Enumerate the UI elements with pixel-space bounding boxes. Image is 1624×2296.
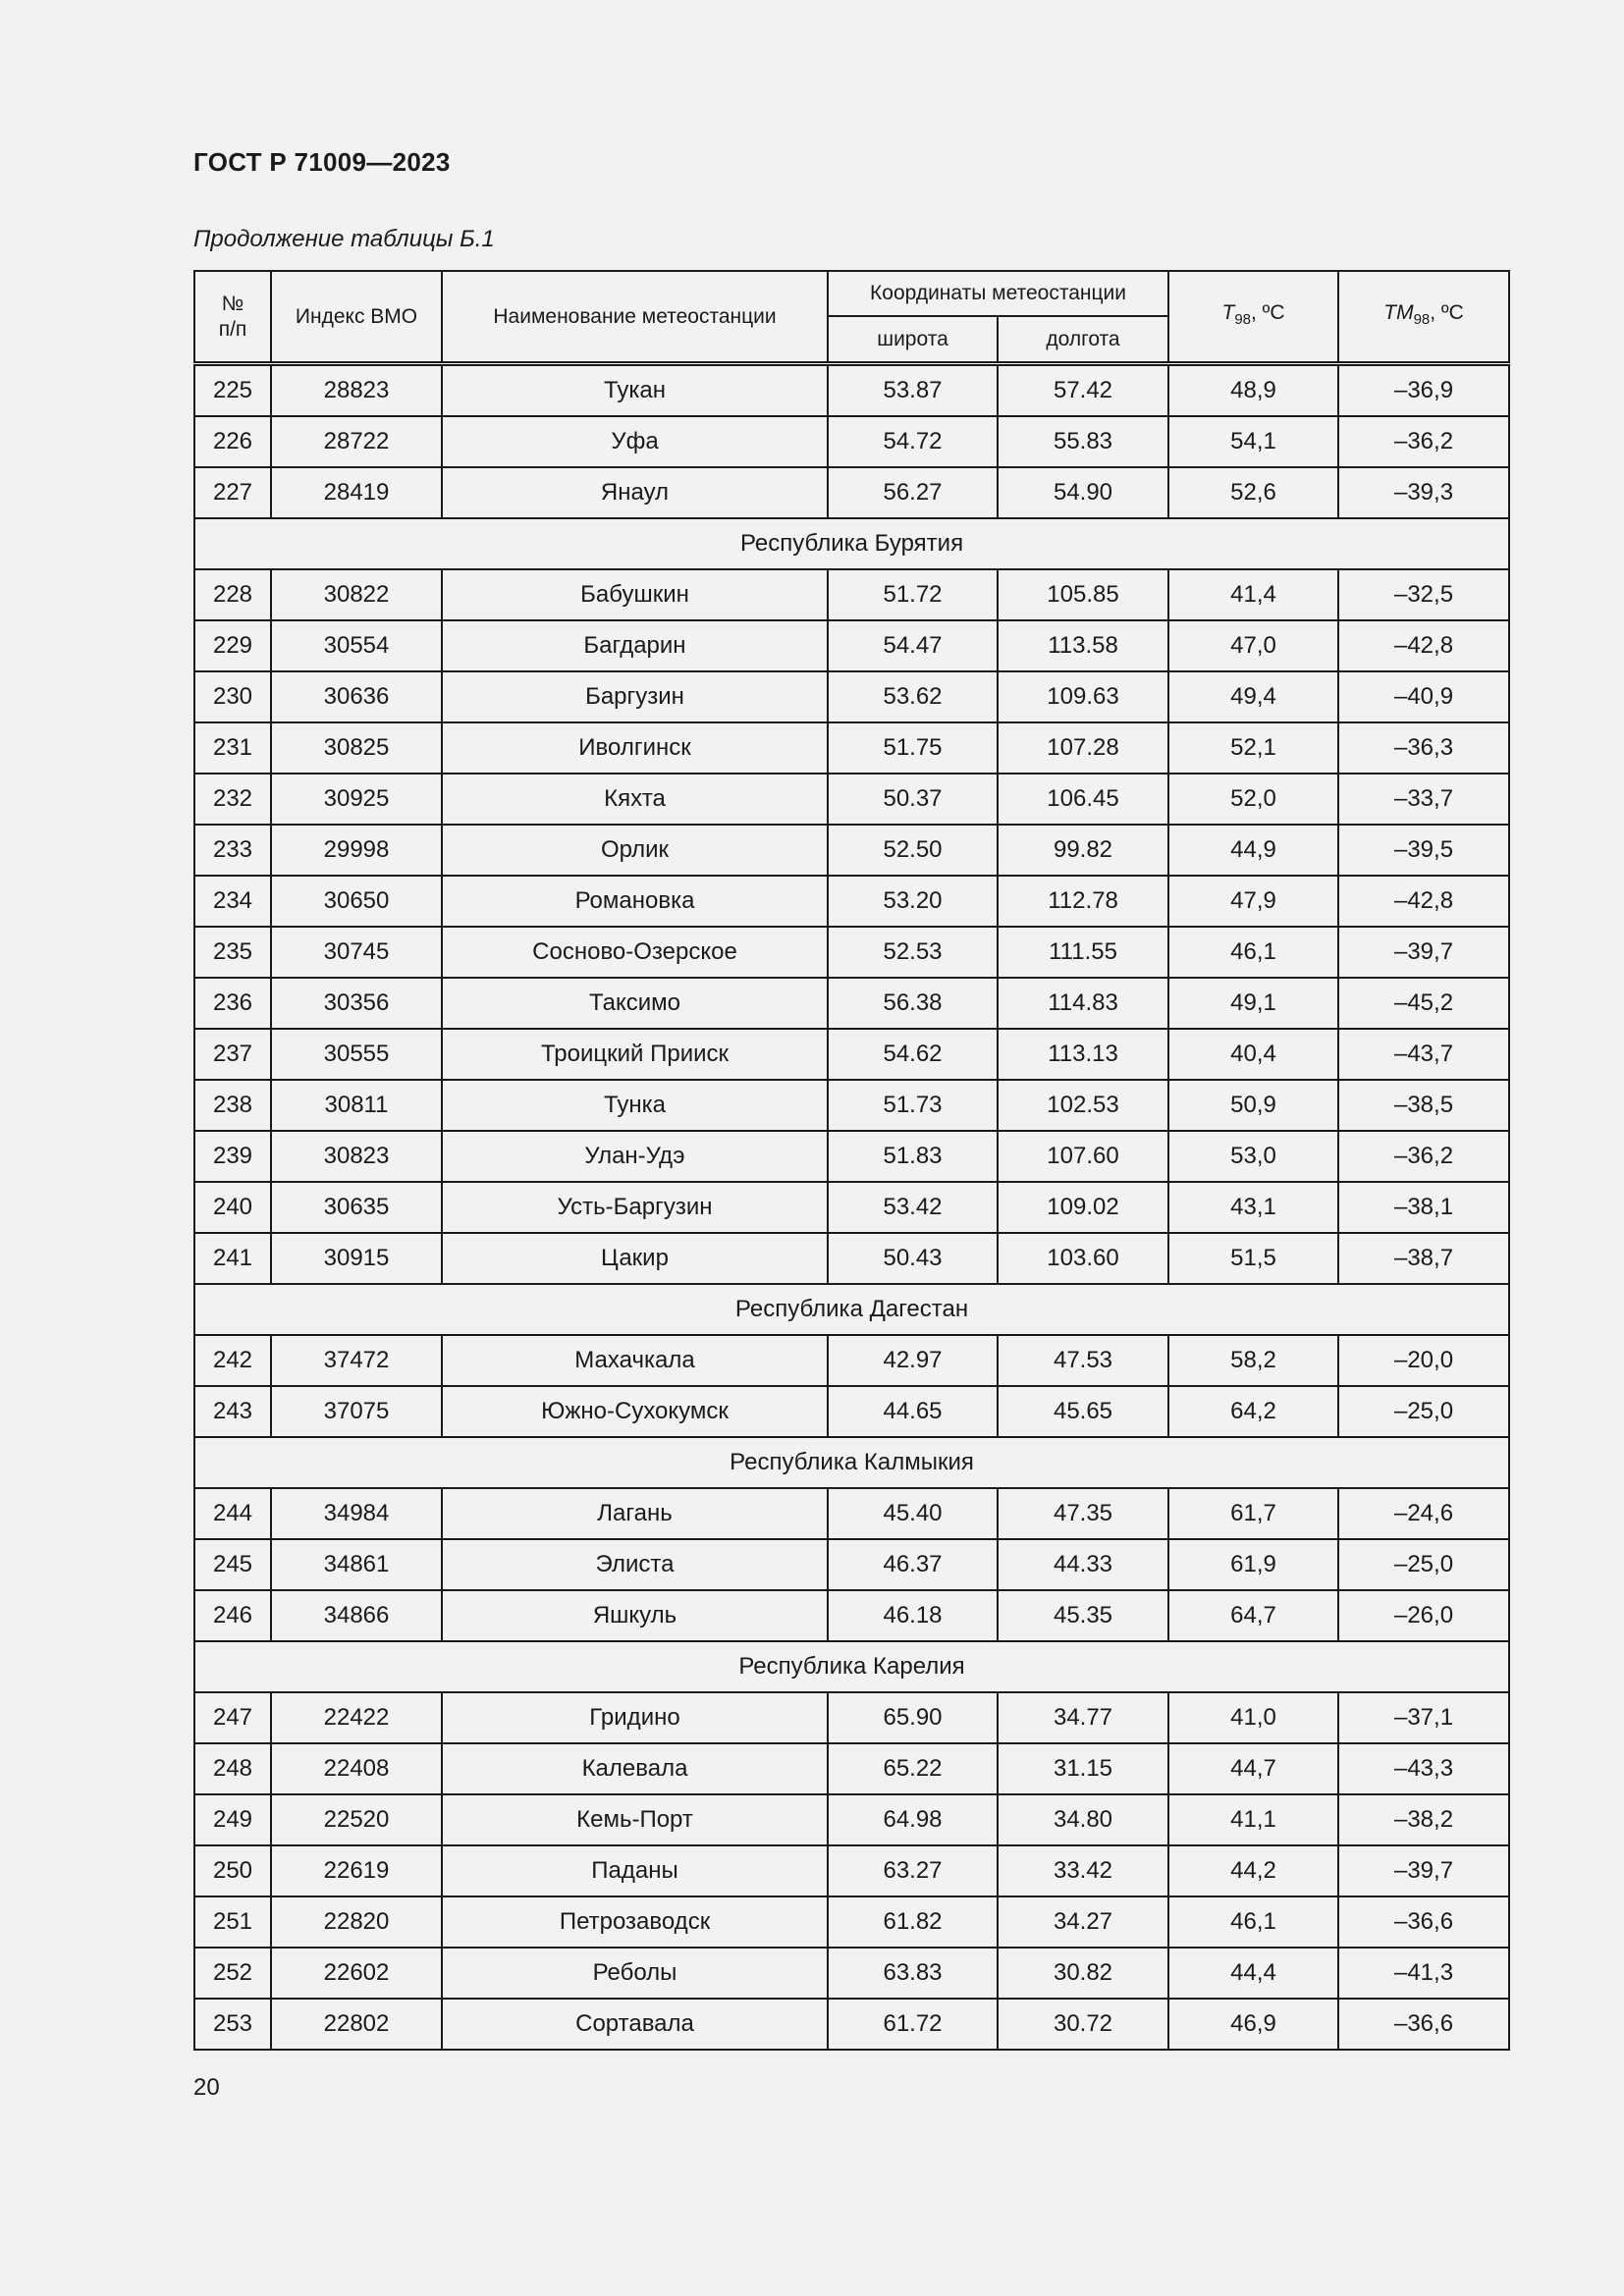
latitude: 64.98 [828, 1794, 998, 1845]
station-name: Усть-Баргузин [442, 1182, 828, 1233]
latitude: 53.62 [828, 671, 998, 722]
wmo-index: 30650 [271, 876, 442, 927]
latitude: 44.65 [828, 1386, 998, 1437]
longitude: 44.33 [998, 1539, 1168, 1590]
table-row [194, 671, 1509, 722]
station-name: Янаул [442, 467, 828, 518]
latitude: 52.53 [828, 927, 998, 978]
t98-value: 52,6 [1168, 467, 1338, 518]
longitude: 33.42 [998, 1845, 1168, 1896]
longitude: 34.27 [998, 1896, 1168, 1948]
row-number: 239 [194, 1131, 271, 1182]
longitude: 34.77 [998, 1692, 1168, 1743]
longitude: 99.82 [998, 825, 1168, 876]
row-number: 243 [194, 1386, 271, 1437]
row-number: 231 [194, 722, 271, 774]
tm98-value: –40,9 [1338, 671, 1509, 722]
station-name: Бабушкин [442, 569, 828, 620]
row-number: 250 [194, 1845, 271, 1896]
t98-value: 40,4 [1168, 1029, 1338, 1080]
tm98-value: –39,7 [1338, 1845, 1509, 1896]
wmo-index: 29998 [271, 825, 442, 876]
col-header-number [194, 271, 271, 364]
table-row [194, 1131, 1509, 1182]
longitude: 107.60 [998, 1131, 1168, 1182]
tm98-value: –36,6 [1338, 1896, 1509, 1948]
t98-value: 49,1 [1168, 978, 1338, 1029]
region-name: Республика Дагестан [194, 1284, 1509, 1335]
t98-value: 50,9 [1168, 1080, 1338, 1131]
t98-value: 46,1 [1168, 1896, 1338, 1948]
longitude: 31.15 [998, 1743, 1168, 1794]
wmo-index: 34866 [271, 1590, 442, 1641]
longitude: 47.35 [998, 1488, 1168, 1539]
tm98-value: –38,1 [1338, 1182, 1509, 1233]
wmo-index: 30745 [271, 927, 442, 978]
tm98-value: –43,3 [1338, 1743, 1509, 1794]
row-number: 249 [194, 1794, 271, 1845]
region-row [194, 1437, 1509, 1488]
wmo-index: 22802 [271, 1999, 442, 2050]
t98-unit: , ºC [1251, 301, 1285, 324]
longitude: 105.85 [998, 569, 1168, 620]
station-name: Лагань [442, 1488, 828, 1539]
longitude: 47.53 [998, 1335, 1168, 1386]
longitude: 112.78 [998, 876, 1168, 927]
latitude: 53.20 [828, 876, 998, 927]
col-header-wmo-index: Индекс ВМО [271, 271, 442, 364]
latitude: 54.72 [828, 416, 998, 467]
tm98-value: –24,6 [1338, 1488, 1509, 1539]
wmo-index: 22619 [271, 1845, 442, 1896]
station-name: Элиста [442, 1539, 828, 1590]
t98-value: 44,4 [1168, 1948, 1338, 1999]
wmo-index: 22602 [271, 1948, 442, 1999]
col-header-latitude: широта [828, 316, 998, 364]
page-number: 20 [193, 2074, 220, 2101]
station-name: Сосново-Озерское [442, 927, 828, 978]
longitude: 106.45 [998, 774, 1168, 825]
station-name: Тукан [442, 364, 828, 417]
row-number: 232 [194, 774, 271, 825]
tm98-value: –43,7 [1338, 1029, 1509, 1080]
wmo-index: 37472 [271, 1335, 442, 1386]
tm98-symbol: TM [1383, 301, 1414, 324]
t98-value: 47,9 [1168, 876, 1338, 927]
latitude: 51.83 [828, 1131, 998, 1182]
station-name: Улан-Удэ [442, 1131, 828, 1182]
t98-value: 44,7 [1168, 1743, 1338, 1794]
latitude: 65.90 [828, 1692, 998, 1743]
table-row [194, 1182, 1509, 1233]
t98-value: 64,2 [1168, 1386, 1338, 1437]
wmo-index: 28419 [271, 467, 442, 518]
table-row [194, 1845, 1509, 1896]
t98-value: 61,9 [1168, 1539, 1338, 1590]
t98-value: 44,2 [1168, 1845, 1338, 1896]
region-name: Республика Калмыкия [194, 1437, 1509, 1488]
row-number: 237 [194, 1029, 271, 1080]
col-header-tm98 [1338, 271, 1509, 364]
region-row [194, 1284, 1509, 1335]
region-row [194, 518, 1509, 569]
latitude: 46.18 [828, 1590, 998, 1641]
longitude: 109.63 [998, 671, 1168, 722]
table-row [194, 722, 1509, 774]
longitude: 30.82 [998, 1948, 1168, 1999]
longitude: 30.72 [998, 1999, 1168, 2050]
longitude: 103.60 [998, 1233, 1168, 1284]
tm98-value: –39,7 [1338, 927, 1509, 978]
wmo-index: 34984 [271, 1488, 442, 1539]
t98-value: 41,1 [1168, 1794, 1338, 1845]
station-name: Гридино [442, 1692, 828, 1743]
station-name: Калевала [442, 1743, 828, 1794]
table-row [194, 978, 1509, 1029]
station-name: Южно-Сухокумск [442, 1386, 828, 1437]
row-number: 245 [194, 1539, 271, 1590]
wmo-index: 30823 [271, 1131, 442, 1182]
longitude: 114.83 [998, 978, 1168, 1029]
longitude: 113.58 [998, 620, 1168, 671]
tm98-value: –38,2 [1338, 1794, 1509, 1845]
tm98-value: –36,9 [1338, 364, 1509, 417]
latitude: 50.43 [828, 1233, 998, 1284]
station-name: Сортавала [442, 1999, 828, 2050]
row-number: 229 [194, 620, 271, 671]
longitude: 54.90 [998, 467, 1168, 518]
row-number: 233 [194, 825, 271, 876]
tm98-value: –26,0 [1338, 1590, 1509, 1641]
longitude: 45.65 [998, 1386, 1168, 1437]
tm98-value: –36,6 [1338, 1999, 1509, 2050]
station-name: Яшкуль [442, 1590, 828, 1641]
latitude: 51.73 [828, 1080, 998, 1131]
station-name: Романовка [442, 876, 828, 927]
row-number: 251 [194, 1896, 271, 1948]
longitude: 107.28 [998, 722, 1168, 774]
wmo-index: 30811 [271, 1080, 442, 1131]
wmo-index: 30822 [271, 569, 442, 620]
tm98-value: –25,0 [1338, 1539, 1509, 1590]
latitude: 63.27 [828, 1845, 998, 1896]
table-row [194, 1488, 1509, 1539]
row-number: 234 [194, 876, 271, 927]
table-row [194, 1794, 1509, 1845]
table-row [194, 927, 1509, 978]
longitude: 113.13 [998, 1029, 1168, 1080]
station-name: Кяхта [442, 774, 828, 825]
tm98-value: –32,5 [1338, 569, 1509, 620]
wmo-index: 30825 [271, 722, 442, 774]
station-name: Таксимо [442, 978, 828, 1029]
wmo-index: 30915 [271, 1233, 442, 1284]
latitude: 42.97 [828, 1335, 998, 1386]
tm98-value: –20,0 [1338, 1335, 1509, 1386]
region-name: Республика Бурятия [194, 518, 1509, 569]
row-number: 248 [194, 1743, 271, 1794]
row-number: 228 [194, 569, 271, 620]
row-number: 238 [194, 1080, 271, 1131]
wmo-index: 22820 [271, 1896, 442, 1948]
longitude: 57.42 [998, 364, 1168, 417]
longitude: 102.53 [998, 1080, 1168, 1131]
row-number: 235 [194, 927, 271, 978]
wmo-index: 30554 [271, 620, 442, 671]
t98-value: 43,1 [1168, 1182, 1338, 1233]
t98-value: 61,7 [1168, 1488, 1338, 1539]
station-name: Баргузин [442, 671, 828, 722]
wmo-index: 22408 [271, 1743, 442, 1794]
row-number: 226 [194, 416, 271, 467]
tm98-value: –38,7 [1338, 1233, 1509, 1284]
latitude: 61.72 [828, 1999, 998, 2050]
row-number: 227 [194, 467, 271, 518]
table-row [194, 825, 1509, 876]
table-row [194, 876, 1509, 927]
latitude: 54.47 [828, 620, 998, 671]
t98-value: 51,5 [1168, 1233, 1338, 1284]
table-row [194, 1743, 1509, 1794]
table-row [194, 774, 1509, 825]
latitude: 54.62 [828, 1029, 998, 1080]
row-number: 242 [194, 1335, 271, 1386]
wmo-index: 22520 [271, 1794, 442, 1845]
table-row [194, 416, 1509, 467]
tm98-value: –38,5 [1338, 1080, 1509, 1131]
t98-value: 44,9 [1168, 825, 1338, 876]
t98-value: 41,0 [1168, 1692, 1338, 1743]
table-row [194, 1233, 1509, 1284]
tm98-value: –41,3 [1338, 1948, 1509, 1999]
latitude: 56.27 [828, 467, 998, 518]
row-number: 246 [194, 1590, 271, 1641]
table-body [194, 364, 1509, 2051]
station-name: Уфа [442, 416, 828, 467]
t98-value: 46,1 [1168, 927, 1338, 978]
table-row [194, 569, 1509, 620]
latitude: 61.82 [828, 1896, 998, 1948]
station-name: Иволгинск [442, 722, 828, 774]
latitude: 65.22 [828, 1743, 998, 1794]
row-number: 252 [194, 1948, 271, 1999]
wmo-index: 22422 [271, 1692, 442, 1743]
t98-subscript: 98 [1234, 311, 1252, 328]
station-name: Тунка [442, 1080, 828, 1131]
tm98-value: –36,2 [1338, 1131, 1509, 1182]
t98-value: 48,9 [1168, 364, 1338, 417]
wmo-index: 37075 [271, 1386, 442, 1437]
row-number: 253 [194, 1999, 271, 2050]
table-row [194, 1999, 1509, 2050]
wmo-index: 30925 [271, 774, 442, 825]
longitude: 111.55 [998, 927, 1168, 978]
tm98-subscript: 98 [1413, 311, 1431, 328]
tm98-value: –39,3 [1338, 467, 1509, 518]
station-name: Реболы [442, 1948, 828, 1999]
tm98-unit: , ºC [1430, 301, 1464, 324]
station-name: Кемь-Порт [442, 1794, 828, 1845]
tm98-value: –36,3 [1338, 722, 1509, 774]
latitude: 51.72 [828, 569, 998, 620]
stations-table [193, 270, 1510, 2051]
t98-symbol: T [1221, 301, 1235, 324]
table-row [194, 620, 1509, 671]
latitude: 52.50 [828, 825, 998, 876]
document-title: ГОСТ Р 71009—2023 [193, 147, 451, 177]
table-row [194, 1029, 1509, 1080]
table-row [194, 364, 1509, 417]
region-row [194, 1641, 1509, 1692]
row-number: 240 [194, 1182, 271, 1233]
t98-value: 47,0 [1168, 620, 1338, 671]
table-row [194, 1335, 1509, 1386]
table-row [194, 467, 1509, 518]
station-name: Махачкала [442, 1335, 828, 1386]
col-header-station-name: Наименование метеостанции [442, 271, 828, 364]
latitude: 53.42 [828, 1182, 998, 1233]
table-row [194, 1590, 1509, 1641]
col-header-coordinates: Координаты метеостанции [828, 271, 1168, 316]
table-row [194, 1386, 1509, 1437]
table-row [194, 1539, 1509, 1590]
table-row [194, 1896, 1509, 1948]
station-name: Троицкий Прииск [442, 1029, 828, 1080]
row-number: 236 [194, 978, 271, 1029]
longitude: 55.83 [998, 416, 1168, 467]
longitude: 109.02 [998, 1182, 1168, 1233]
station-name: Петрозаводск [442, 1896, 828, 1948]
latitude: 50.37 [828, 774, 998, 825]
station-name: Багдарин [442, 620, 828, 671]
wmo-index: 30555 [271, 1029, 442, 1080]
tm98-value: –39,5 [1338, 825, 1509, 876]
tm98-value: –25,0 [1338, 1386, 1509, 1437]
longitude: 34.80 [998, 1794, 1168, 1845]
t98-value: 53,0 [1168, 1131, 1338, 1182]
region-name: Республика Карелия [194, 1641, 1509, 1692]
station-name: Паданы [442, 1845, 828, 1896]
latitude: 45.40 [828, 1488, 998, 1539]
t98-value: 41,4 [1168, 569, 1338, 620]
col-header-number-symbol: № [221, 292, 244, 315]
row-number: 247 [194, 1692, 271, 1743]
latitude: 53.87 [828, 364, 998, 417]
t98-value: 52,0 [1168, 774, 1338, 825]
tm98-value: –42,8 [1338, 620, 1509, 671]
table-row [194, 1948, 1509, 1999]
col-header-number-abbr: п/п [218, 317, 247, 341]
tm98-value: –33,7 [1338, 774, 1509, 825]
row-number: 225 [194, 364, 271, 417]
wmo-index: 30356 [271, 978, 442, 1029]
wmo-index: 28823 [271, 364, 442, 417]
tm98-value: –37,1 [1338, 1692, 1509, 1743]
latitude: 63.83 [828, 1948, 998, 1999]
t98-value: 54,1 [1168, 416, 1338, 467]
tm98-value: –45,2 [1338, 978, 1509, 1029]
row-number: 241 [194, 1233, 271, 1284]
table-caption: Продолжение таблицы Б.1 [193, 226, 495, 252]
latitude: 51.75 [828, 722, 998, 774]
col-header-longitude: долгота [998, 316, 1168, 364]
row-number: 244 [194, 1488, 271, 1539]
latitude: 56.38 [828, 978, 998, 1029]
t98-value: 46,9 [1168, 1999, 1338, 2050]
t98-value: 52,1 [1168, 722, 1338, 774]
table-row [194, 1692, 1509, 1743]
wmo-index: 30635 [271, 1182, 442, 1233]
wmo-index: 30636 [271, 671, 442, 722]
col-header-t98 [1168, 271, 1338, 364]
t98-value: 58,2 [1168, 1335, 1338, 1386]
tm98-value: –42,8 [1338, 876, 1509, 927]
t98-value: 49,4 [1168, 671, 1338, 722]
table-row [194, 1080, 1509, 1131]
longitude: 45.35 [998, 1590, 1168, 1641]
station-name: Орлик [442, 825, 828, 876]
latitude: 46.37 [828, 1539, 998, 1590]
station-name: Цакир [442, 1233, 828, 1284]
wmo-index: 34861 [271, 1539, 442, 1590]
wmo-index: 28722 [271, 416, 442, 467]
t98-value: 64,7 [1168, 1590, 1338, 1641]
tm98-value: –36,2 [1338, 416, 1509, 467]
row-number: 230 [194, 671, 271, 722]
